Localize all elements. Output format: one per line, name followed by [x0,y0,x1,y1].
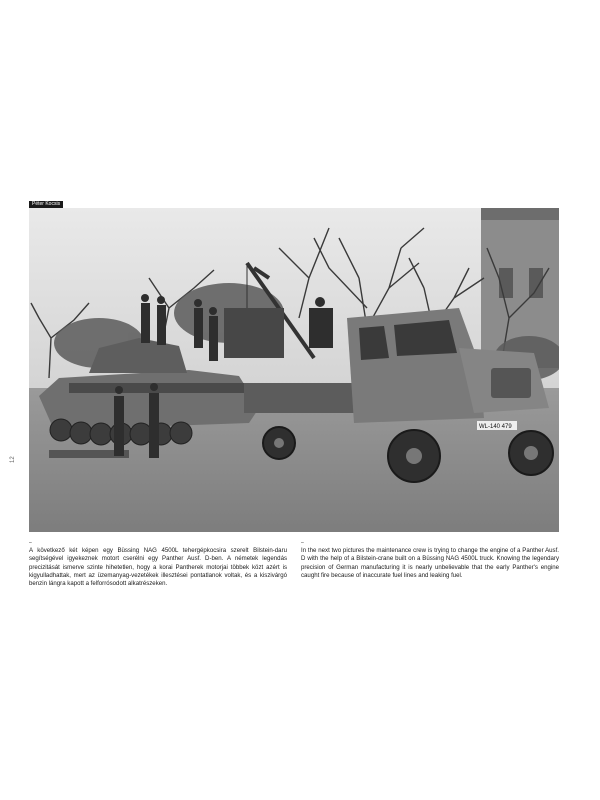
page-number: 12 [10,456,16,463]
caption-text-english: In the next two pictures the maintenance crew is trying to change the engine of a Panther Ausf. D with the help of a Bilstein-crane built on a Büssing NAG 4500L truck. Knowing the legendary precision of German manufacturing it is nearly unbelievable that the early Panther's engine caught fire because of inaccurate fuel lines and leaking fuel. [301,547,559,579]
historical-photograph [29,208,559,532]
caption-text-hungarian: A következő két képen egy Büssing NAG 4500L tehergépkocsira szerelt Bilstein-daru segítségével igyekeznek motort cserélni egy Panther Ausf. D-ben. A németek legendás precizitását ismerve szinte hihetetlen, hogy a korai Pantherek motorjai többek közt azért is kigyulladhattak, mert az üzemanyag-vezetékek illesztései pontatlanok voltak, és a kiszivárgó benzin lángra kapott a felforrósodott alkatrészeken. [29,547,287,588]
caption-hungarian [29,540,287,588]
caption-english [301,540,559,580]
caption-dash: – [29,540,32,546]
author-tag: Péter Kocsis [29,201,63,208]
engine [224,308,284,358]
truck-plate: WL-140 479 [479,424,512,430]
caption-dash: – [301,540,304,546]
